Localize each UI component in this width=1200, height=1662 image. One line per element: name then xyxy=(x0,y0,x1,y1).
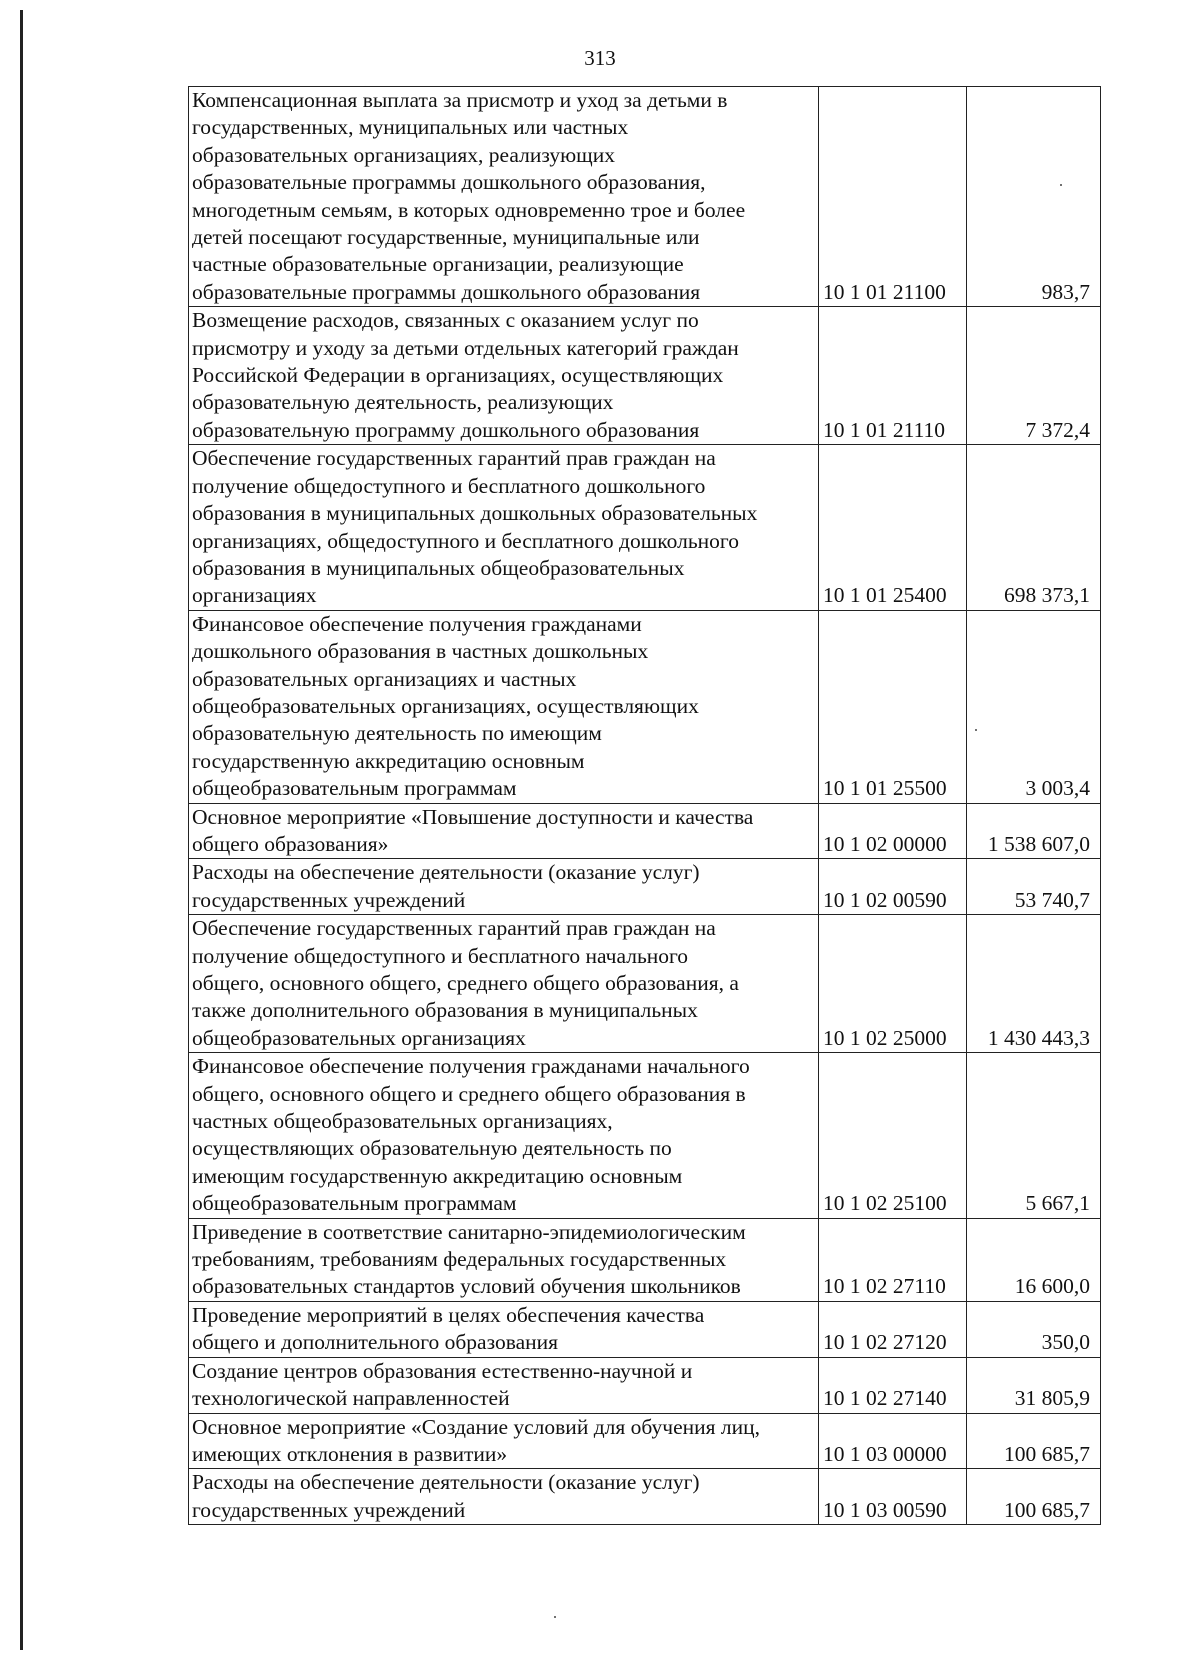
row-code: 10 1 03 00590 xyxy=(819,1469,967,1525)
row-amount: 31 805,9 xyxy=(967,1357,1101,1413)
table-row xyxy=(189,859,1101,915)
table-row xyxy=(189,1301,1101,1357)
row-amount: 100 685,7 xyxy=(967,1469,1101,1525)
row-name: Обеспечение государственных гарантий прав граждан на получение общедоступного и бесплатного дошкольного образования в муниципальных дошкольных образовательных организациях, общедоступного и бесплатного дошкольного образования в муниципальных общеобразовательных организациях xyxy=(189,445,819,610)
scan-speck xyxy=(554,1616,556,1618)
row-code: 10 1 02 00590 xyxy=(819,859,967,915)
scan-speck xyxy=(975,729,977,731)
page-number: 313 xyxy=(584,46,616,70)
row-code: 10 1 02 27140 xyxy=(819,1357,967,1413)
table-row xyxy=(189,1469,1101,1525)
row-name: Компенсационная выплата за присмотр и уход за детьми в государственных, муниципальных или частных образовательных организациях, реализующих образовательные программы дошкольного образования, многодетным семьям, в которых одновременно трое и более детей посещают государственные, муниципальные или частные образовательные организации, реализующие образовательные программы дошкольного образования xyxy=(189,87,819,307)
row-name: Расходы на обеспечение деятельности (оказание услуг) государственных учреждений xyxy=(189,859,819,915)
table-row xyxy=(189,610,1101,803)
row-code: 10 1 02 25100 xyxy=(819,1053,967,1218)
row-name: Финансовое обеспечение получения гражданами начального общего, основного общего и среднего общего образования в частных общеобразовательных организациях, осуществляющих образовательную деятельность по имеющим государственную аккредитацию основным общеобразовательным программам xyxy=(189,1053,819,1218)
row-amount: 1 430 443,3 xyxy=(967,915,1101,1053)
row-amount: 350,0 xyxy=(967,1301,1101,1357)
row-code: 10 1 02 27110 xyxy=(819,1218,967,1301)
table-row xyxy=(189,87,1101,307)
row-amount: 3 003,4 xyxy=(967,610,1101,803)
scan-speck xyxy=(1060,184,1062,186)
row-amount: 698 373,1 xyxy=(967,445,1101,610)
row-code: 10 1 01 25400 xyxy=(819,445,967,610)
table-row xyxy=(189,445,1101,610)
row-code: 10 1 02 00000 xyxy=(819,803,967,859)
budget-table xyxy=(188,86,1101,1525)
row-name: Финансовое обеспечение получения гражданами дошкольного образования в частных дошкольных образовательных организациях и частных общеобразовательных организациях, осуществляющих образовательную деятельность по имеющим государственную аккредитацию основным общеобразовательным программам xyxy=(189,610,819,803)
row-name: Возмещение расходов, связанных с оказанием услуг по присмотру и уходу за детьми отдельных категорий граждан Российской Федерации в организациях, осуществляющих образовательную деятельность, реализующих образовательную программу дошкольного образования xyxy=(189,307,819,445)
scan-edge-line xyxy=(20,10,23,1650)
row-name: Проведение мероприятий в целях обеспечения качества общего и дополнительного образования xyxy=(189,1301,819,1357)
table-row xyxy=(189,1357,1101,1413)
row-code: 10 1 02 25000 xyxy=(819,915,967,1053)
row-name: Основное мероприятие «Повышение доступности и качества общего образования» xyxy=(189,803,819,859)
row-amount: 983,7 xyxy=(967,87,1101,307)
row-code: 10 1 01 21100 xyxy=(819,87,967,307)
row-code: 10 1 03 00000 xyxy=(819,1413,967,1469)
table-row xyxy=(189,1413,1101,1469)
table-row xyxy=(189,803,1101,859)
row-amount: 7 372,4 xyxy=(967,307,1101,445)
row-amount: 1 538 607,0 xyxy=(967,803,1101,859)
row-amount: 100 685,7 xyxy=(967,1413,1101,1469)
row-code: 10 1 01 21110 xyxy=(819,307,967,445)
row-name: Приведение в соответствие санитарно-эпидемиологическим требованиям, требованиям федеральных государственных образовательных стандартов условий обучения школьников xyxy=(189,1218,819,1301)
table-row xyxy=(189,915,1101,1053)
row-amount: 5 667,1 xyxy=(967,1053,1101,1218)
row-code: 10 1 02 27120 xyxy=(819,1301,967,1357)
row-amount: 16 600,0 xyxy=(967,1218,1101,1301)
table-row xyxy=(189,1053,1101,1218)
row-amount: 53 740,7 xyxy=(967,859,1101,915)
row-name: Обеспечение государственных гарантий прав граждан на получение общедоступного и бесплатного начального общего, основного общего, среднего общего образования, а также дополнительного образования в муниципальных общеобразовательных организациях xyxy=(189,915,819,1053)
row-name: Расходы на обеспечение деятельности (оказание услуг) государственных учреждений xyxy=(189,1469,819,1525)
table-row xyxy=(189,1218,1101,1301)
row-name: Основное мероприятие «Создание условий для обучения лиц, имеющих отклонения в развитии» xyxy=(189,1413,819,1469)
table-row xyxy=(189,307,1101,445)
row-code: 10 1 01 25500 xyxy=(819,610,967,803)
row-name: Создание центров образования естественно-научной и технологической направленностей xyxy=(189,1357,819,1413)
